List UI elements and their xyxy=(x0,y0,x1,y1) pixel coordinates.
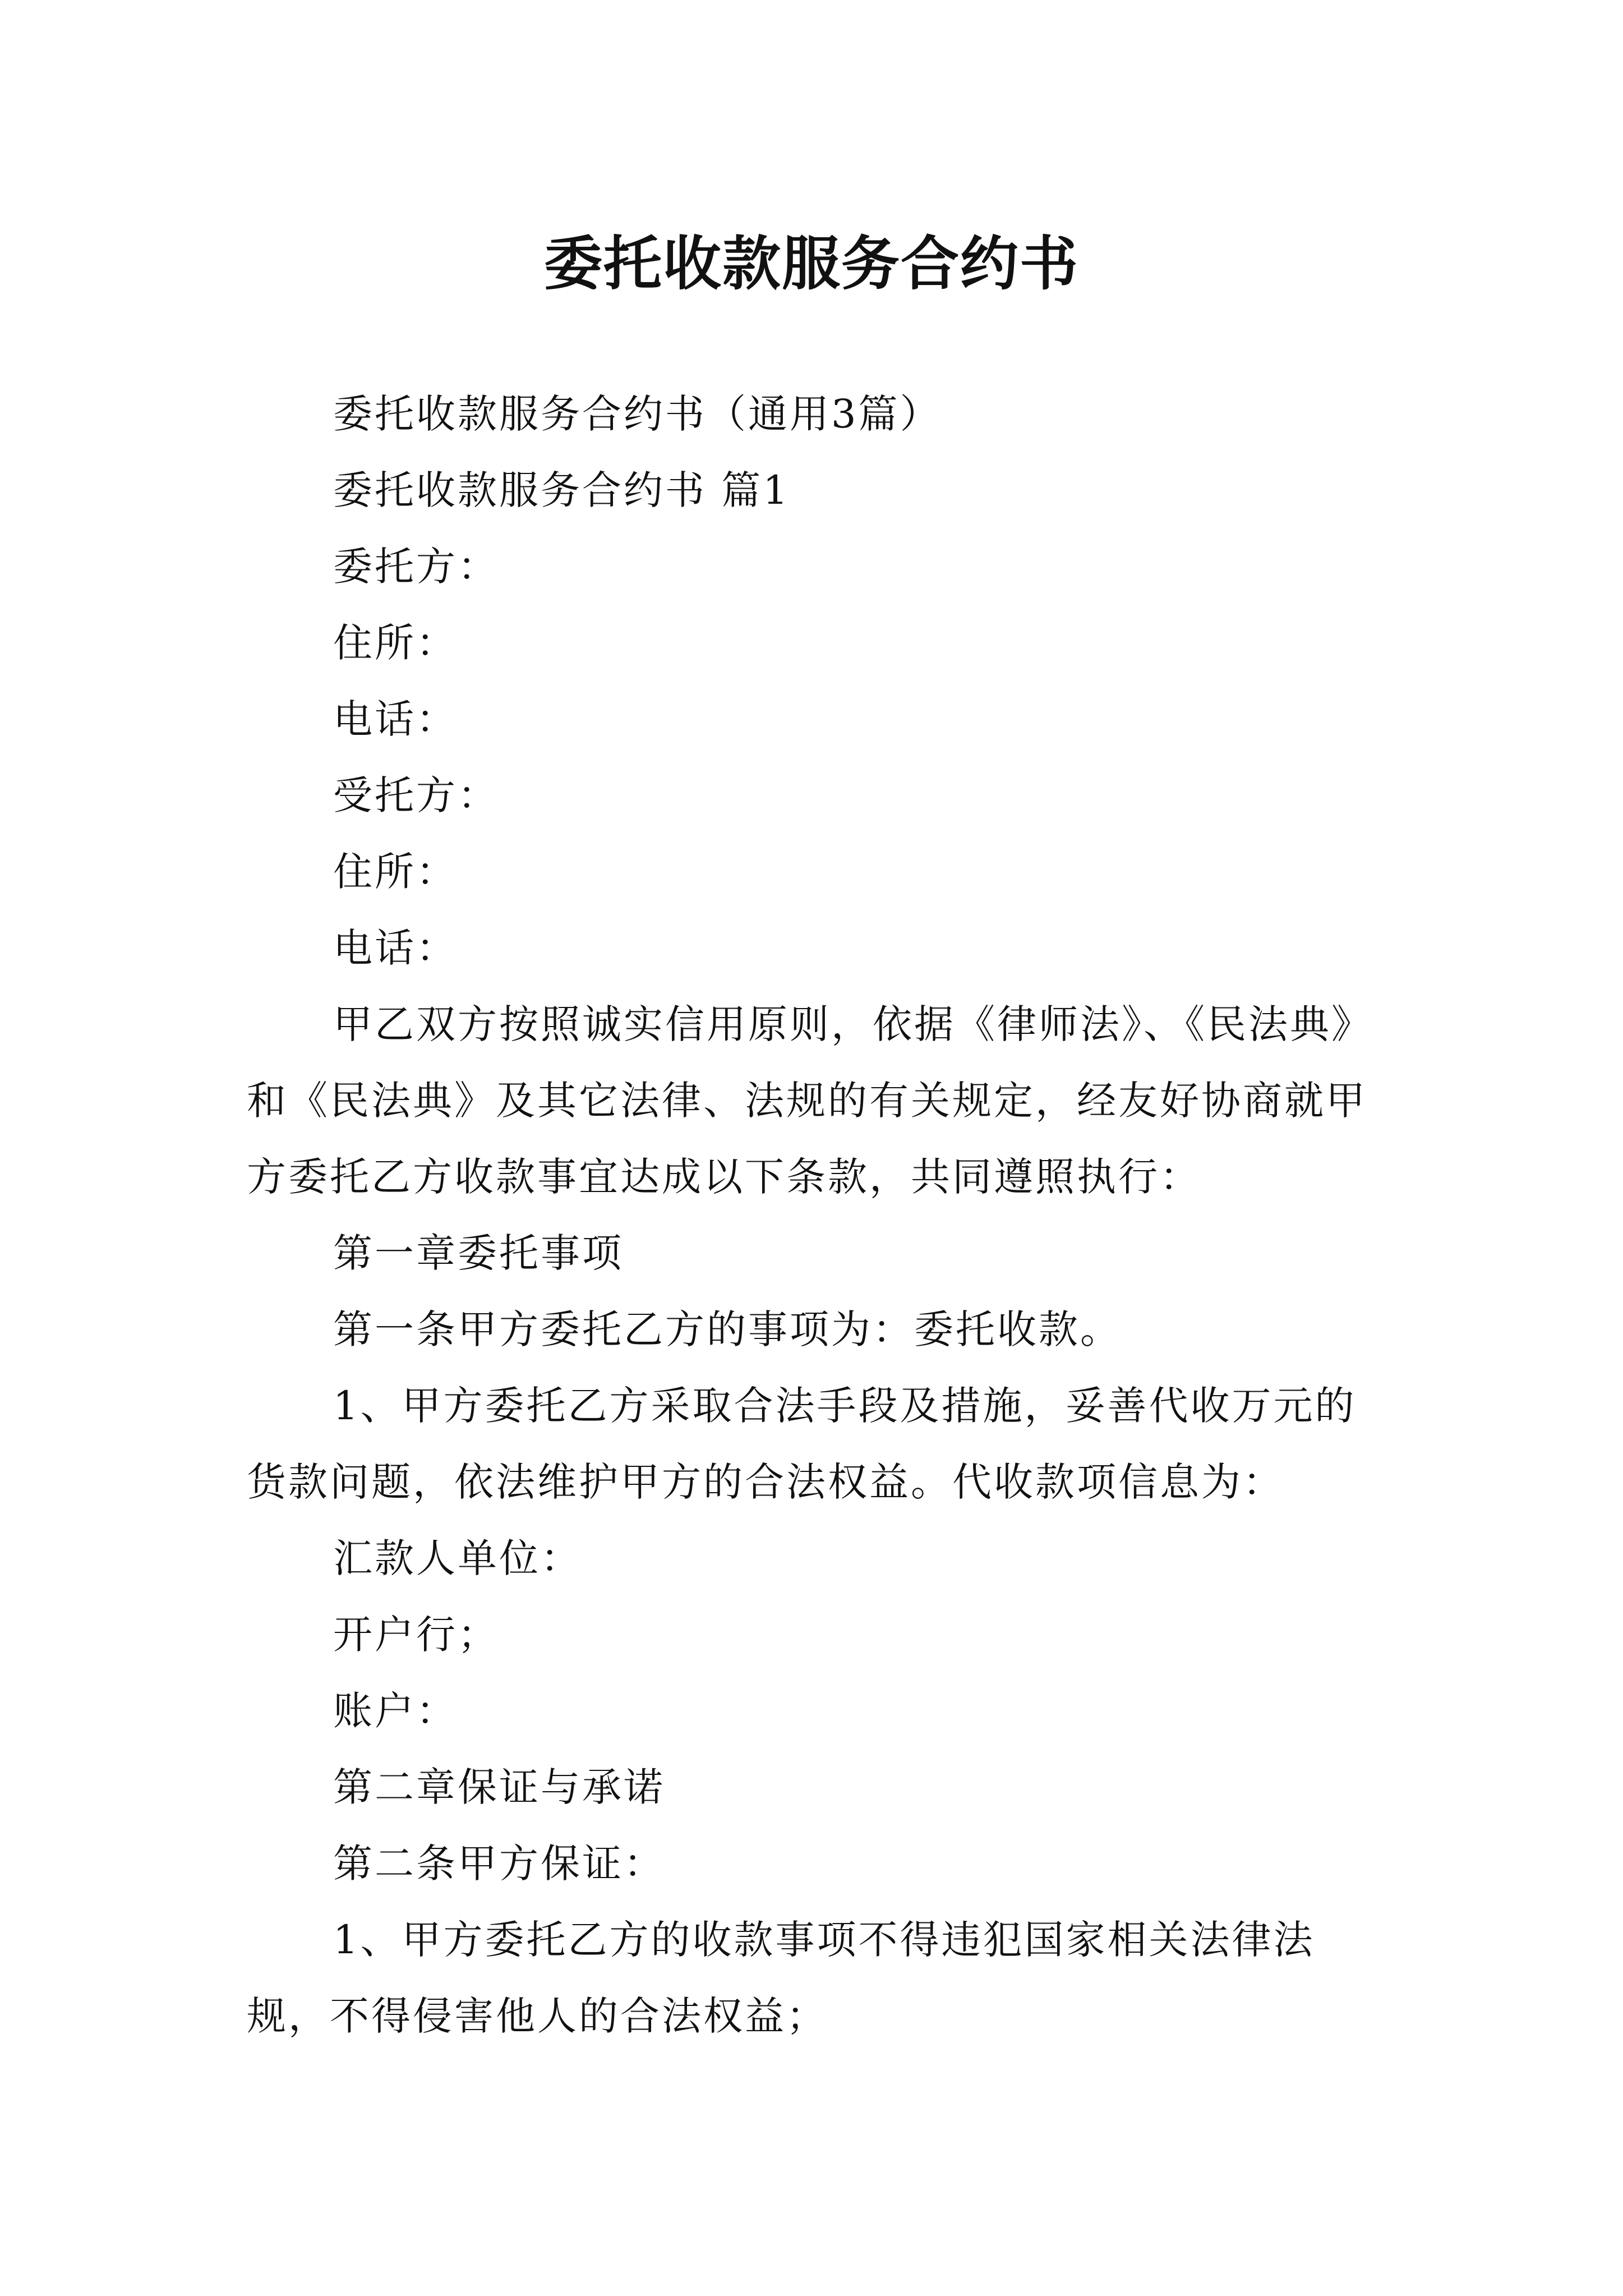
paragraph-agent: 受托方： xyxy=(333,772,499,818)
paragraph-section-heading: 委托收款服务合约书 篇1 xyxy=(333,467,790,513)
paragraph-bank: 开户行； xyxy=(333,1612,499,1658)
paragraph-chapter-2: 第二章保证与承诺 xyxy=(333,1764,665,1810)
paragraph-article-1: 第一条甲方委托乙方的事项为：委托收款。 xyxy=(333,1306,1122,1352)
paragraph-article-2-item-1: 1、甲方委托乙方的收款事项不得违犯国家相关法律法规，不得侵害他人的合法权益； xyxy=(247,1917,1315,2039)
paragraph-article-1-item-1: 1、甲方委托乙方采取合法手段及措施，妥善代收万元的货款问题，依法维护甲方的合法权益。代收款项信息为： xyxy=(247,1383,1357,1505)
paragraph-principal-address: 住所： xyxy=(333,620,458,666)
document-title: 委托收款服务合约书 xyxy=(543,228,1079,298)
paragraph-principal-phone: 电话： xyxy=(333,696,458,742)
paragraph-subtitle: 委托收款服务合约书（通用3篇） xyxy=(333,391,942,437)
paragraph-agent-phone: 电话： xyxy=(333,925,458,971)
paragraph-agent-address: 住所： xyxy=(333,849,458,895)
paragraph-account: 账户： xyxy=(333,1688,458,1734)
paragraph-preamble: 甲乙双方按照诚实信用原则，依据《律师法》、《民法典》和《民法典》及其它法律、法规的有关规定，经友好协商就甲方委托乙方收款事宜达成以下条款，共同遵照执行： xyxy=(247,1001,1373,1200)
paragraph-remitter: 汇款人单位： xyxy=(333,1535,582,1581)
paragraph-article-2: 第二条甲方保证： xyxy=(333,1841,665,1887)
document-body xyxy=(247,376,1385,2054)
paragraph-chapter-1: 第一章委托事项 xyxy=(333,1230,624,1276)
paragraph-principal: 委托方： xyxy=(333,544,499,590)
